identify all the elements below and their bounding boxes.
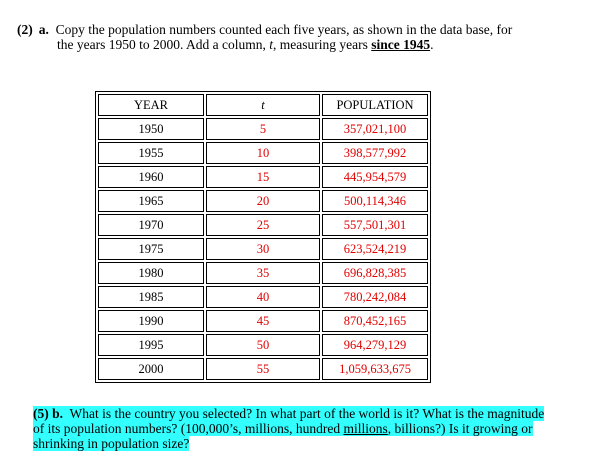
question-b-letter: b. <box>52 406 64 421</box>
table-header-row <box>98 94 428 116</box>
population-cell: 500,114,346 <box>322 190 428 212</box>
t-cell: 20 <box>206 190 320 212</box>
since-1945-text: since 1945 <box>371 37 431 52</box>
population-table <box>95 91 431 383</box>
question-a-line2-start: the years 1950 to 2000. Add a column, <box>57 37 270 52</box>
header-population: POPULATION <box>322 94 428 116</box>
year-cell: 1955 <box>98 142 204 164</box>
t-cell: 30 <box>206 238 320 260</box>
table-row <box>98 310 428 332</box>
table-row <box>98 262 428 284</box>
t-cell: 5 <box>206 118 320 140</box>
question-a-period: . <box>430 37 434 52</box>
table-row <box>98 286 428 308</box>
population-cell: 623,524,219 <box>322 238 428 260</box>
table-body <box>98 118 428 380</box>
population-cell: 964,279,129 <box>322 334 428 356</box>
t-cell: 40 <box>206 286 320 308</box>
table-row <box>98 118 428 140</box>
table-row <box>98 142 428 164</box>
population-cell: 557,501,301 <box>322 214 428 236</box>
year-cell: 1960 <box>98 166 204 188</box>
year-cell: 1965 <box>98 190 204 212</box>
table-row <box>98 214 428 236</box>
question-a-line2-mid: , measuring years <box>272 37 372 52</box>
table-row <box>98 238 428 260</box>
question-b-text-part2: , billions?) Is it growing or shrinking in population size? <box>33 421 533 451</box>
year-cell: 1980 <box>98 262 204 284</box>
population-cell: 1,059,633,675 <box>322 358 428 380</box>
population-cell: 398,577,992 <box>322 142 428 164</box>
year-cell: 1975 <box>98 238 204 260</box>
t-cell: 25 <box>206 214 320 236</box>
header-t-label: t <box>261 97 265 112</box>
population-cell: 780,242,084 <box>322 286 428 308</box>
year-cell: 1950 <box>98 118 204 140</box>
question-b-highlight <box>33 406 544 451</box>
population-cell: 357,021,100 <box>322 118 428 140</box>
t-cell: 35 <box>206 262 320 284</box>
t-symbol: t <box>269 37 273 52</box>
t-cell: 10 <box>206 142 320 164</box>
header-year: YEAR <box>98 94 204 116</box>
question-b-number: (5) <box>33 406 49 421</box>
t-cell: 55 <box>206 358 320 380</box>
question-a <box>17 22 577 52</box>
question-b <box>33 406 545 451</box>
population-cell: 870,452,165 <box>322 310 428 332</box>
question-a-letter: a. <box>38 22 49 37</box>
table-row <box>98 190 428 212</box>
year-cell: 1985 <box>98 286 204 308</box>
table-row <box>98 358 428 380</box>
year-cell: 1990 <box>98 310 204 332</box>
t-cell: 15 <box>206 166 320 188</box>
population-cell: 445,954,579 <box>322 166 428 188</box>
year-cell: 1970 <box>98 214 204 236</box>
question-a-line1: Copy the population numbers counted each five years, as shown in the data base, for <box>55 22 513 37</box>
table-row <box>98 166 428 188</box>
millions-underlined: millions <box>343 421 388 436</box>
year-cell: 1995 <box>98 334 204 356</box>
population-cell: 696,828,385 <box>322 262 428 284</box>
table-row <box>98 334 428 356</box>
t-cell: 45 <box>206 310 320 332</box>
year-cell: 2000 <box>98 358 204 380</box>
header-t <box>206 94 320 116</box>
question-b-text-part1: What is the country you selected? In what part of the world is it? What is the magnitude of its population numbers? (100,000’s, millions, hundred <box>33 406 545 436</box>
t-cell: 50 <box>206 334 320 356</box>
question-a-line2 <box>17 37 577 52</box>
question-a-number: (2) <box>17 22 33 37</box>
